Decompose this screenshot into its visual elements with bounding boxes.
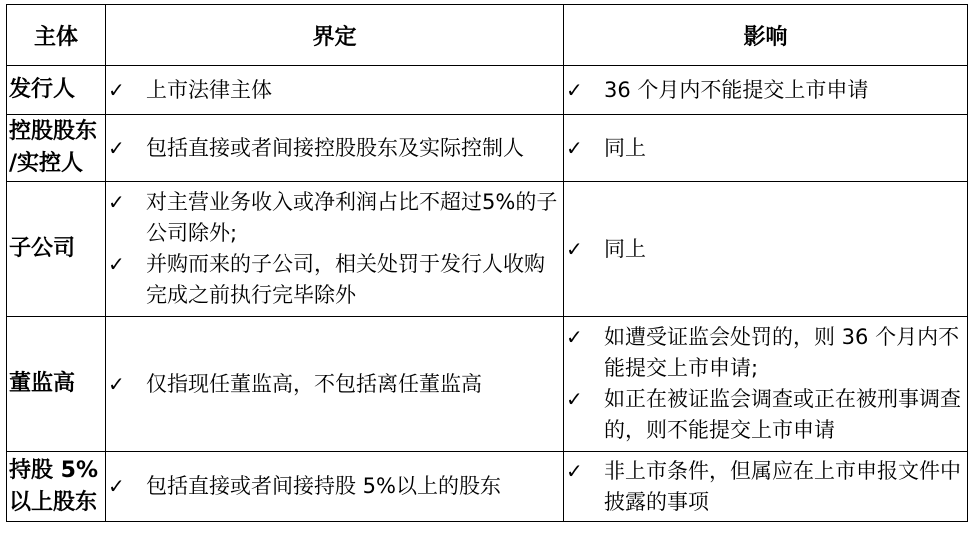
list-item xyxy=(106,471,563,502)
header-subject: 主体 xyxy=(7,5,106,66)
table-header-row xyxy=(7,5,968,66)
check-icon: ✓ xyxy=(108,77,125,102)
list-item xyxy=(106,369,563,400)
list-item xyxy=(106,187,563,249)
list-item xyxy=(564,234,967,265)
impact-text: 36 个月内不能提交上市申请 xyxy=(604,77,869,102)
check-icon: ✓ xyxy=(108,474,125,498)
header-definition: 界定 xyxy=(106,5,564,66)
definition-text: 对主营业务收入或净利润占比不超过5%的子公司除外; xyxy=(146,190,558,245)
impact-cell xyxy=(564,66,968,115)
check-icon: ✓ xyxy=(108,371,125,396)
list-item xyxy=(564,456,967,518)
check-icon: ✓ xyxy=(566,325,583,349)
impact-text: 同上 xyxy=(604,135,646,160)
check-icon: ✓ xyxy=(108,252,125,276)
subject-label: 子公司 xyxy=(9,236,76,261)
subject-cell xyxy=(7,317,106,452)
subject-label: 持股 5% xyxy=(9,457,99,483)
table-row xyxy=(7,66,968,115)
list-item xyxy=(106,75,563,106)
subject-label: 董监高 xyxy=(9,371,76,396)
subject-cell xyxy=(7,115,106,182)
impact-text: 同上 xyxy=(604,236,646,261)
impact-cell xyxy=(564,317,968,452)
subject-label: 以上股东 xyxy=(9,489,98,515)
impact-text: 如正在被证监会调查或正在被刑事调查的，则不能提交上市申请 xyxy=(604,387,961,442)
subject-label: 发行人 xyxy=(9,77,76,102)
impact-cell xyxy=(564,182,968,317)
header-impact: 影响 xyxy=(564,5,968,66)
definition-text: 包括直接或者间接控股股东及实际控制人 xyxy=(146,135,524,160)
subject-cell xyxy=(7,182,106,317)
definition-cell xyxy=(106,66,564,115)
subject-label: 控股股东 xyxy=(9,119,98,144)
check-icon: ✓ xyxy=(108,135,125,160)
impact-cell xyxy=(564,115,968,182)
subject-cell xyxy=(7,452,106,522)
table-row xyxy=(7,182,968,317)
check-icon: ✓ xyxy=(108,190,125,214)
impact-text: 非上市条件，但属应在上市申报文件中披露的事项 xyxy=(604,458,961,514)
subject-rules-table xyxy=(6,4,968,522)
list-item xyxy=(564,384,967,446)
list-item xyxy=(564,322,967,384)
definition-cell xyxy=(106,115,564,182)
definition-text: 仅指现任董监高，不包括离任董监高 xyxy=(146,371,482,396)
list-item xyxy=(564,133,967,164)
definition-cell xyxy=(106,182,564,317)
list-item xyxy=(106,249,563,311)
list-item xyxy=(564,75,967,106)
impact-text: 如遭受证监会处罚的，则 36 个月内不能提交上市申请; xyxy=(604,325,960,380)
table-row xyxy=(7,452,968,522)
definition-cell xyxy=(106,452,564,522)
definition-text: 包括直接或者间接持股 5%以上的股东 xyxy=(146,474,501,498)
subject-cell xyxy=(7,66,106,115)
subject-label: /实控人 xyxy=(9,151,84,176)
check-icon: ✓ xyxy=(566,135,583,160)
document-table-wrapper xyxy=(6,4,968,522)
check-icon: ✓ xyxy=(566,77,583,102)
definition-cell xyxy=(106,317,564,452)
impact-cell xyxy=(564,452,968,522)
check-icon: ✓ xyxy=(566,458,583,483)
definition-text: 并购而来的子公司，相关处罚于发行人收购完成之前执行完毕除外 xyxy=(146,252,545,307)
check-icon: ✓ xyxy=(566,387,583,411)
list-item xyxy=(106,133,563,164)
table-row xyxy=(7,317,968,452)
table-row xyxy=(7,115,968,182)
check-icon: ✓ xyxy=(566,236,583,261)
definition-text: 上市法律主体 xyxy=(146,77,272,102)
